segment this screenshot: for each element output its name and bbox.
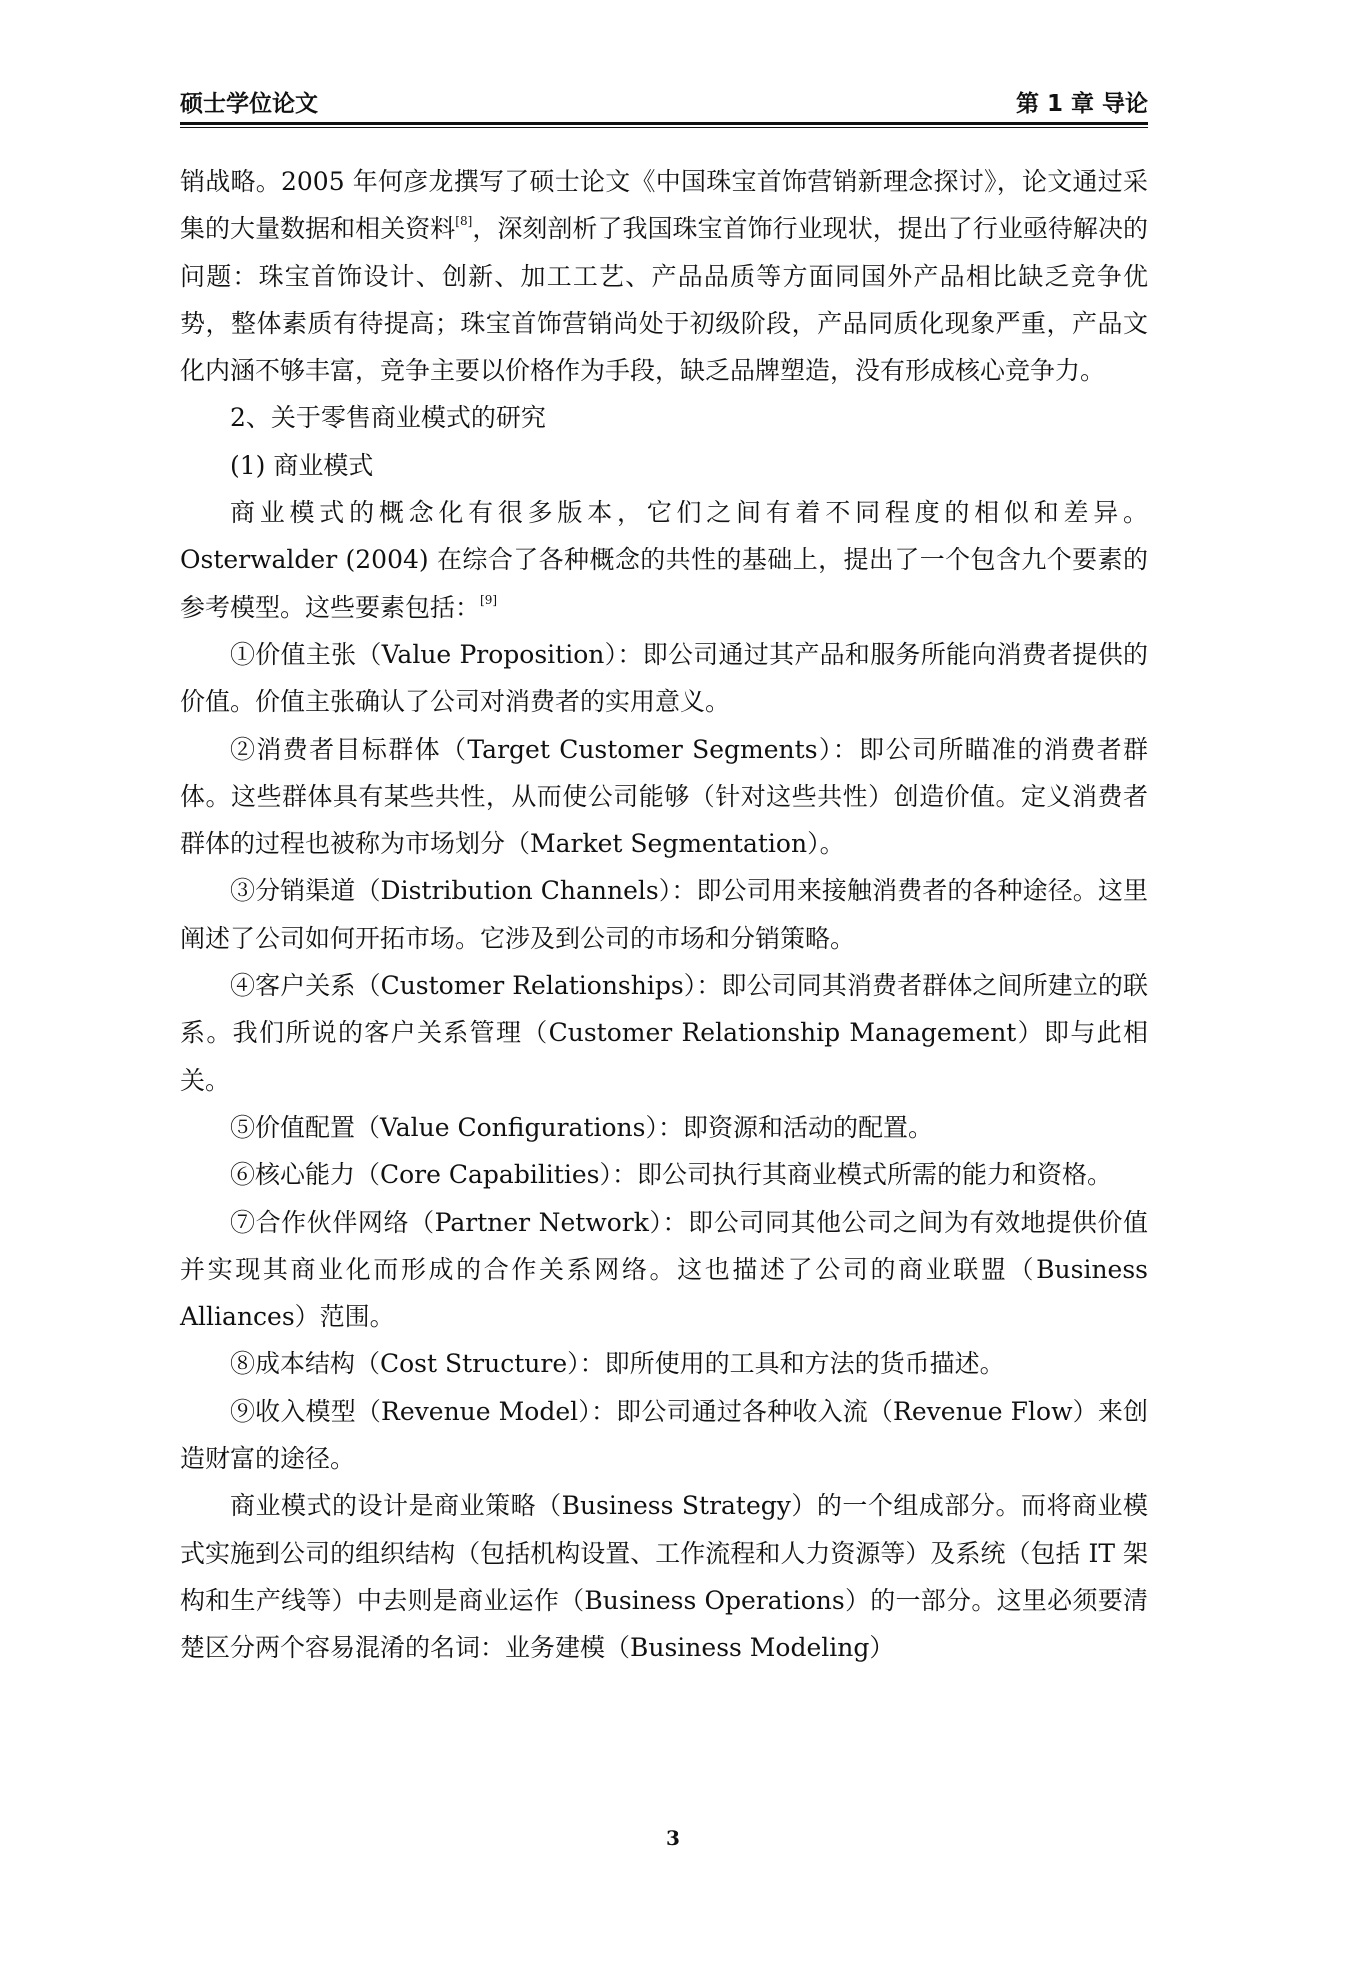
header-rule — [180, 122, 1148, 125]
list-item: ⑨收入模型（Revenue Model）：即公司通过各种收入流（Revenue Flow）来创造财富的途径。 — [180, 1396, 1148, 1474]
list-item: ③分销渠道（Distribution Channels）：即公司用来接触消费者的各种途径。这里阐述了公司如何开拓市场。它涉及到公司的市场和分销策略。 — [180, 876, 1148, 953]
citation-9: [9] — [480, 592, 498, 607]
citation-8: [8] — [455, 214, 473, 229]
list-item: ⑦合作伙伴网络（Partner Network）：即公司同其他公司之间为有效地提供价值并实现其商业化而形成的合作关系网络。这也描述了公司的商业联盟（Business Alliances）范围。 — [180, 1207, 1148, 1332]
header-rule-thin — [180, 127, 1148, 128]
chapter-title: 第 1 章 导论 — [1015, 91, 1148, 117]
list-item: ⑤价值配置（Value Configurations）：即资源和活动的配置。 — [230, 1112, 933, 1142]
list-item: ①价值主张（Value Proposition）：即公司通过其产品和服务所能向消费者提供的价值。价值主张确认了公司对消费者的实用意义。 — [180, 639, 1148, 717]
thesis-type-label: 硕士学位论文 — [180, 91, 318, 117]
running-header — [180, 78, 1148, 118]
page-number: 3 — [666, 1826, 680, 1850]
subsection-heading: (1) 商业模式 — [230, 450, 374, 480]
list-item: ⑥核心能力（Core Capabilities）：即公司执行其商业模式所需的能力和资格。 — [230, 1160, 1112, 1190]
body-text — [180, 158, 1148, 1672]
list-item: ⑧成本结构（Cost Structure）：即所使用的工具和方法的货币描述。 — [230, 1349, 1005, 1379]
paragraph-continuation: 销战略。2005 年何彦龙撰写了硕士论文《中国珠宝首饰营销新理念探讨》，论文通过采集的大量数据和相关资料[8]，深刻剖析了我国珠宝首饰行业现状，提出了行业亟待解决的问题：珠宝首饰设计、创新、加工工艺、产品品质等方面同国外产品相比缺乏竞争优势，整体素质有待提高；珠宝首饰营销尚处于初级阶段，产品同质化现象严重，产品文化内涵不够丰富，竞争主要以价格作为手段，缺乏品牌塑造，没有形成核心竞争力。 — [180, 167, 1148, 386]
section-heading: 2、关于零售商业模式的研究 — [230, 403, 546, 433]
list-item: ④客户关系（Customer Relationships）：即公司同其消费者群体之间所建立的联系。我们所说的客户关系管理（Customer Relationship Management）即与此相关。 — [180, 971, 1148, 1095]
list-item: ②消费者目标群体（Target Customer Segments）：即公司所瞄准的消费者群体。这些群体具有某些共性，从而使公司能够（针对这些共性）创造价值。定义消费者群体的过程也被称为市场划分（Market Segmentation）。 — [180, 734, 1148, 859]
paragraph-intro: 商业模式的概念化有很多版本，它们之间有着不同程度的相似和差异。Osterwalder (2004) 在综合了各种概念的共性的基础上，提出了一个包含九个要素的参考模型。这些要素包括：[9] — [180, 498, 1148, 622]
paragraph-closing: 商业模式的设计是商业策略（Business Strategy）的一个组成部分。而将商业模式实施到公司的组织结构（包括机构设置、工作流程和人力资源等）及系统（包括 IT 架构和生产线等）中去则是商业运作（Business Operations）的一部分。这里必须要清楚区分两个容易混淆的名词：业务建模（Business Modeling） — [180, 1491, 1148, 1663]
